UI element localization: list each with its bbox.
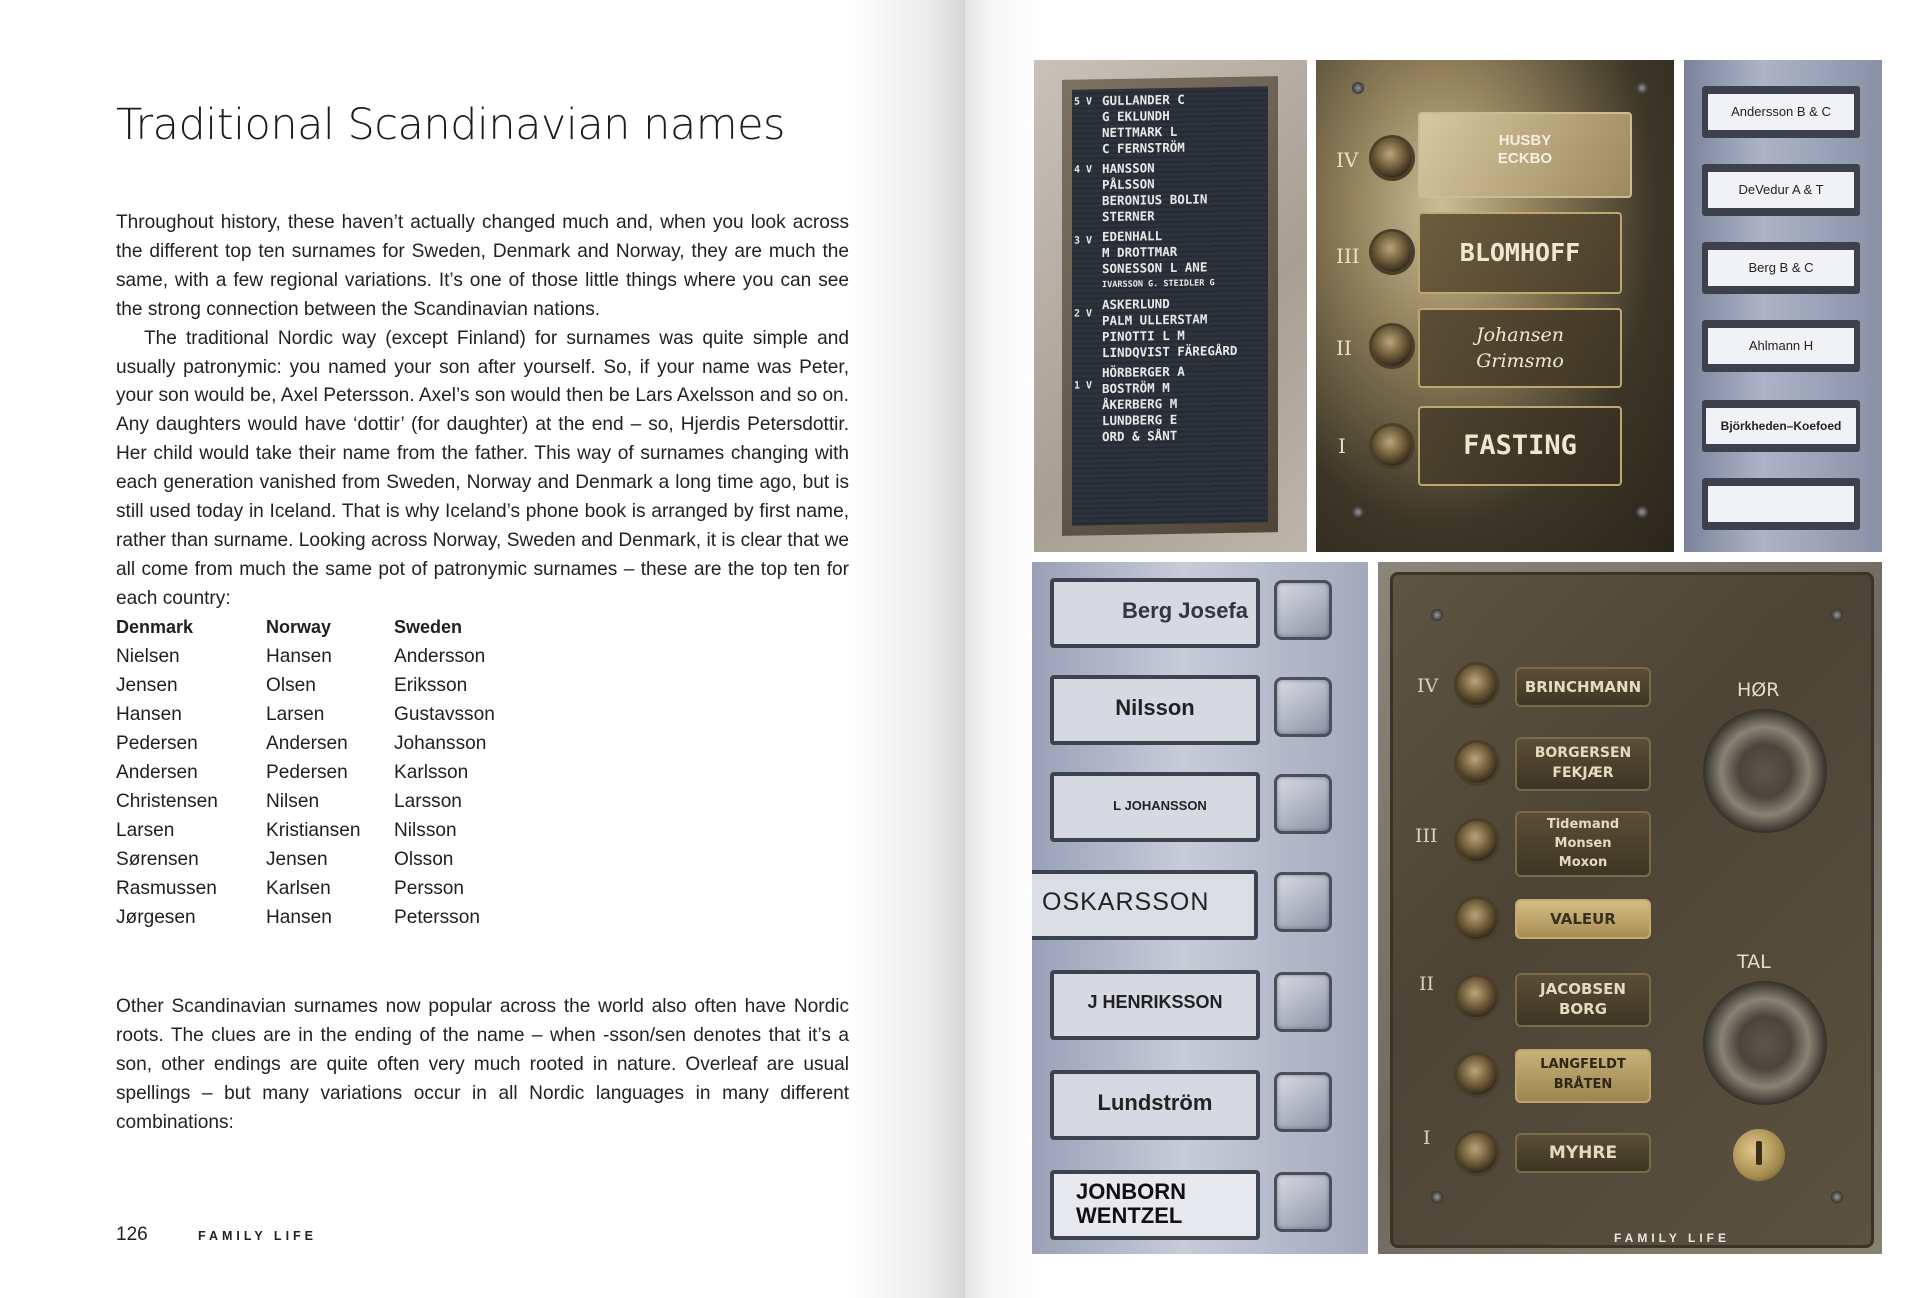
table-header-row xyxy=(116,613,495,642)
nameplate-label: BRINCHMANN xyxy=(1524,678,1642,696)
table-cell: Pedersen xyxy=(266,762,348,783)
paragraph-2: The traditional Nordic way (except Finland) for surnames was quite simple and usually patronymic: you named your son after yourself. So, if your name was Peter, your son would be, Axel Petersson. Axel’s son would then be Lars Axelsson and so on. Any daughters would have ‘dottir’ (for daughter) at the end – so, Hjerdis Petersdottir. Her child would take their name from the father. This way of surnames changing with each generation vanished from Sweden, Norway and Denmark a long time ago, but is still used today in Iceland. That is why Iceland’s phone book is arranged by first name, rather than surname. Looking across Norway, Sweden and Denmark, it is clear that we all come from much the same pot of patronymic surnames – these are the top ten for each country: xyxy=(116,327,849,609)
directory-line: IVARSSON G. STEIDLER G xyxy=(1102,278,1215,291)
directory-line: PINOTTI L M xyxy=(1102,327,1185,345)
floor-label: 4 V xyxy=(1074,164,1093,176)
nameplate xyxy=(1515,811,1651,877)
table-cell: Hansen xyxy=(116,704,182,725)
speaker-label: HØR xyxy=(1737,679,1780,701)
doorbell-button[interactable] xyxy=(1457,1133,1497,1173)
nameplate-label: JACOBSEN BORG xyxy=(1540,980,1626,1018)
label-frame xyxy=(1050,970,1260,1040)
table-cell: Karlsen xyxy=(266,878,331,899)
surnames-table xyxy=(116,613,495,932)
screw-icon xyxy=(1636,506,1648,518)
floor-label: 2 V xyxy=(1074,308,1093,320)
bell-button[interactable] xyxy=(1274,677,1332,737)
label-frame xyxy=(1050,1170,1260,1240)
table-cell: Rasmussen xyxy=(116,878,217,899)
floor-label: 1 V xyxy=(1074,380,1093,392)
screw-icon xyxy=(1636,82,1648,94)
bell-button[interactable] xyxy=(1274,972,1332,1032)
directory-line: LUNDBERG E xyxy=(1102,411,1178,429)
screw-icon xyxy=(1352,82,1364,94)
table-cell: Persson xyxy=(394,878,465,899)
page-number: 126 xyxy=(116,1224,148,1245)
directory-line: HANSSON xyxy=(1102,160,1155,177)
nameplate xyxy=(1418,406,1622,486)
floor-label: I xyxy=(1338,434,1346,458)
table-cell: Olsson xyxy=(394,849,454,870)
floor-label: IV xyxy=(1336,148,1359,172)
directory-list xyxy=(1102,91,1237,445)
table-cell: Petersson xyxy=(394,907,480,928)
label-text: Berg Josefa xyxy=(1122,598,1248,623)
table-cell: Larsen xyxy=(266,704,325,725)
header-sweden: Sweden xyxy=(394,617,463,637)
table-cell: Pedersen xyxy=(116,733,198,754)
bell-button[interactable] xyxy=(1274,580,1332,640)
label-text: Nilsson xyxy=(1115,695,1195,720)
table-row xyxy=(116,642,495,671)
table-cell: Andersen xyxy=(266,733,348,754)
directory-line: G EKLUNDH xyxy=(1102,108,1170,125)
intercom-plate xyxy=(1390,572,1874,1248)
floor-label: IV xyxy=(1417,675,1439,697)
directory-line: ÅKERBERG M xyxy=(1102,395,1178,413)
nameplate-label: VALEUR xyxy=(1550,910,1616,928)
directory-line: SONESSON L ANE xyxy=(1102,259,1208,277)
doorbell-button[interactable] xyxy=(1372,426,1412,466)
doorbell-button[interactable] xyxy=(1457,899,1497,939)
nameplate xyxy=(1418,308,1622,388)
header-norway: Norway xyxy=(266,617,332,637)
header-denmark: Denmark xyxy=(116,617,194,637)
table-cell: Olsen xyxy=(266,675,316,696)
doorbell-button[interactable] xyxy=(1372,138,1412,178)
table-row xyxy=(116,903,495,932)
floor-label: III xyxy=(1336,244,1360,268)
nameplate xyxy=(1418,212,1622,294)
nameplate-label: HUSBY ECKBO xyxy=(1497,132,1553,167)
table-row xyxy=(116,816,495,845)
doorbell-button[interactable] xyxy=(1457,977,1497,1017)
table-cell: Hansen xyxy=(266,646,332,667)
label-slot xyxy=(1702,400,1860,452)
doorbell-button[interactable] xyxy=(1457,1055,1497,1095)
bell-button[interactable] xyxy=(1274,1072,1332,1132)
closing-paragraph: Other Scandinavian surnames now popular across the world also often have Nordic roots. The clues are in the ending of the name – when -sson/sen denotes that it’s a son, other endings are quite often very much rooted in nature. Overleaf are usual spellings – but many variations occur in all Nordic languages in many different combinations: xyxy=(116,996,849,1133)
nameplate-label: BORGERSEN FEKJÆR xyxy=(1534,745,1632,781)
label-text: OSKARSSON xyxy=(1042,888,1210,916)
label-text: J HENRIKSSON xyxy=(1087,992,1223,1012)
table-cell: Nielsen xyxy=(116,646,180,667)
table-cell: Gustavsson xyxy=(394,704,495,725)
nameplate xyxy=(1515,1133,1651,1173)
table-cell: Andersen xyxy=(116,762,198,783)
table-cell: Larsen xyxy=(116,820,175,841)
floor-label: 3 V xyxy=(1074,235,1093,247)
directory-line: HÖRBERGER A xyxy=(1102,363,1185,381)
speaker-grille xyxy=(1703,709,1827,833)
table-cell: Christensen xyxy=(116,791,218,812)
table-cell: Jensen xyxy=(116,675,178,696)
bell-button[interactable] xyxy=(1274,1172,1332,1232)
label-frame xyxy=(1050,675,1260,745)
label-text: Lundström xyxy=(1097,1090,1213,1115)
speaker-label: TAL xyxy=(1737,951,1771,973)
floor-label: I xyxy=(1423,1127,1431,1149)
label-frame xyxy=(1050,772,1260,842)
label-slot xyxy=(1702,242,1860,294)
table-row xyxy=(116,671,495,700)
directory-line: EDENHALL xyxy=(1102,228,1163,245)
directory-line: C FERNSTRÖM xyxy=(1102,139,1185,157)
table-cell: Andersson xyxy=(394,646,486,667)
label-slot xyxy=(1702,164,1860,216)
page-title: Traditional Scandinavian names xyxy=(116,100,785,150)
directory-frame xyxy=(1062,76,1278,536)
photo-intercom-panel xyxy=(1378,562,1882,1254)
table-cell: Larsson xyxy=(394,791,462,812)
directory-felt xyxy=(1072,86,1268,525)
table-row xyxy=(116,874,495,903)
nameplate-label: FASTING xyxy=(1463,430,1577,461)
label-text: Björkheden–Koefoed xyxy=(1706,408,1856,444)
doorbell-button[interactable] xyxy=(1372,326,1412,366)
nameplate xyxy=(1515,667,1651,707)
label-slot xyxy=(1702,86,1860,138)
doorbell-button[interactable] xyxy=(1457,665,1497,705)
table-cell: Hansen xyxy=(266,907,332,928)
bell-button[interactable] xyxy=(1274,774,1332,834)
label-text: DeVedur A & T xyxy=(1708,172,1854,208)
label-slot xyxy=(1702,478,1860,530)
table-cell: Nilsson xyxy=(394,820,457,841)
label-frame xyxy=(1050,578,1260,648)
table-cell: Johansson xyxy=(394,733,487,754)
watermark-text: FAMILY LIFE xyxy=(1614,1231,1731,1245)
label-text: Ahlmann H xyxy=(1708,328,1854,364)
doorbell-button[interactable] xyxy=(1372,232,1412,272)
label-text xyxy=(1708,486,1854,522)
nameplate xyxy=(1515,899,1651,939)
table-row xyxy=(116,729,495,758)
table-cell: Sørensen xyxy=(116,849,199,870)
directory-line: BERONIUS BOLIN xyxy=(1102,191,1208,209)
table-cell: Eriksson xyxy=(394,675,468,696)
running-head: FAMILY LIFE xyxy=(198,1229,318,1243)
screw-icon xyxy=(1831,1191,1843,1203)
label-text: Andersson B & C xyxy=(1708,94,1854,130)
bell-button[interactable] xyxy=(1274,872,1332,932)
paragraph-1: Throughout history, these haven’t actually changed much and, when you look across the different top ten surnames for Sweden, Denmark and Norway, they are much the same, with a few regional variations. It’s one of those little things where you can see the strong connection between the Scandinavian nations. xyxy=(116,212,849,320)
table-cell: Jørgesen xyxy=(116,907,196,928)
directory-line: M DROTTMAR xyxy=(1102,243,1178,261)
floor-label: II xyxy=(1419,973,1435,995)
directory-line: LINDQVIST FÄREGÅRD xyxy=(1102,342,1238,361)
floor-label: III xyxy=(1415,825,1438,847)
table-cell: Jensen xyxy=(266,849,328,870)
photo-label-strip xyxy=(1684,60,1882,552)
nameplate-label: LANGFELDT BRÅTEN xyxy=(1540,1057,1626,1092)
photo-directory-board xyxy=(1034,60,1307,552)
label-slot xyxy=(1702,320,1860,372)
directory-line: NETTMARK L xyxy=(1102,123,1178,141)
lock-icon xyxy=(1733,1129,1785,1181)
floor-label: II xyxy=(1336,336,1352,360)
nameplate-label: MYHRE xyxy=(1548,1143,1618,1163)
table-cell: Karlsson xyxy=(394,762,469,783)
floor-label: 5 V xyxy=(1074,96,1093,108)
directory-line: STERNER xyxy=(1102,208,1155,225)
table-cell: Nilsen xyxy=(266,791,320,812)
screw-icon xyxy=(1352,506,1364,518)
photo-brass-doorbells xyxy=(1316,60,1674,552)
microphone-grille xyxy=(1703,981,1827,1105)
label-text: L JOHANSSON xyxy=(1113,798,1207,813)
directory-line: ORD & SÅNT xyxy=(1102,427,1178,445)
table-row xyxy=(116,845,495,874)
doorbell-button[interactable] xyxy=(1457,821,1497,861)
table-row xyxy=(116,700,495,729)
directory-line: ASKERLUND xyxy=(1102,296,1170,313)
label-text: Berg B & C xyxy=(1708,250,1854,286)
intro-text xyxy=(116,209,849,614)
table-row xyxy=(116,758,495,787)
table-row xyxy=(116,787,495,816)
photo-silver-buttons xyxy=(1032,562,1368,1254)
screw-icon xyxy=(1431,609,1443,621)
label-frame xyxy=(1050,1070,1260,1140)
screw-icon xyxy=(1831,609,1843,621)
directory-line: PÅLSSON xyxy=(1102,176,1155,193)
label-text: JONBORN WENTZEL xyxy=(1076,1179,1187,1228)
screw-icon xyxy=(1431,1191,1443,1203)
nameplate xyxy=(1515,973,1651,1027)
nameplate-label: Tidemand Monsen Moxon xyxy=(1546,817,1620,870)
nameplate xyxy=(1515,1049,1651,1103)
nameplate-label: Johansen Grimsmo xyxy=(1475,324,1565,372)
directory-line: GULLANDER C xyxy=(1102,91,1185,109)
label-frame xyxy=(1032,870,1258,940)
nameplate xyxy=(1515,737,1651,791)
directory-line: PALM ULLERSTAM xyxy=(1102,311,1208,329)
table-cell: Kristiansen xyxy=(266,820,361,841)
doorbell-button[interactable] xyxy=(1457,743,1497,783)
nameplate xyxy=(1418,112,1632,198)
directory-line: BOSTRÖM M xyxy=(1102,380,1170,397)
nameplate-label: BLOMHOFF xyxy=(1459,238,1581,267)
